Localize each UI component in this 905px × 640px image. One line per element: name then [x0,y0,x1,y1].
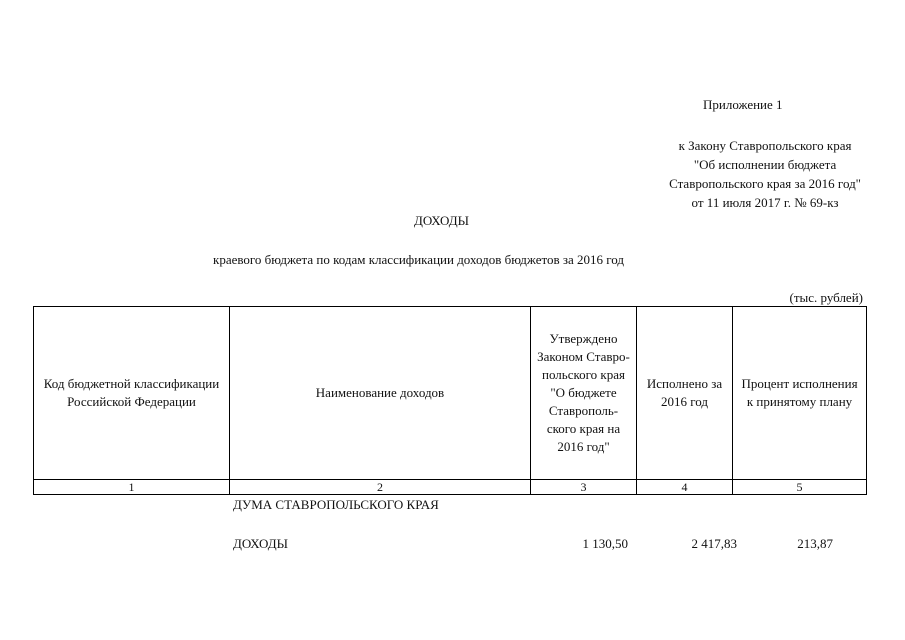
law-line: к Закону Ставропольского края [678,138,852,153]
document-title: ДОХОДЫ [414,213,469,228]
column-header-approved: Утверждено Законом Ставро-польского края "О бюджете Ставрополь-ского края на 2016 год" [531,307,637,480]
column-header-code: Код бюджетной классификации Российской Федерации [34,307,230,480]
section-heading: ДУМА СТАВРОПОЛЬСКОГО КРАЯ [233,497,439,512]
row-percent: 213,87 [797,536,833,551]
law-line: "Об исполнении бюджета [693,157,837,172]
document-subtitle: краевого бюджета по кодам классификации доходов бюджетов за 2016 год [213,252,625,267]
income-table-header [33,306,867,495]
row-executed: 2 417,83 [691,536,737,551]
column-number: 5 [733,480,867,495]
appendix-label: Приложение 1 [703,97,783,112]
units-label: (тыс. рублей) [789,290,863,305]
row-approved: 1 130,50 [582,536,628,551]
column-header-executed: Исполнено за 2016 год [637,307,733,480]
column-number: 3 [531,480,637,495]
column-number: 2 [230,480,531,495]
law-line: от 11 июля 2017 г. № 69-кз [691,195,839,210]
column-header-name: Наименование доходов [230,307,531,480]
column-header-percent: Процент исполнения к принятому плану [733,307,867,480]
law-reference [669,136,861,212]
law-line: Ставропольского края за 2016 год" [669,176,861,191]
column-number: 4 [637,480,733,495]
column-number: 1 [34,480,230,495]
row-name: ДОХОДЫ [233,536,288,551]
